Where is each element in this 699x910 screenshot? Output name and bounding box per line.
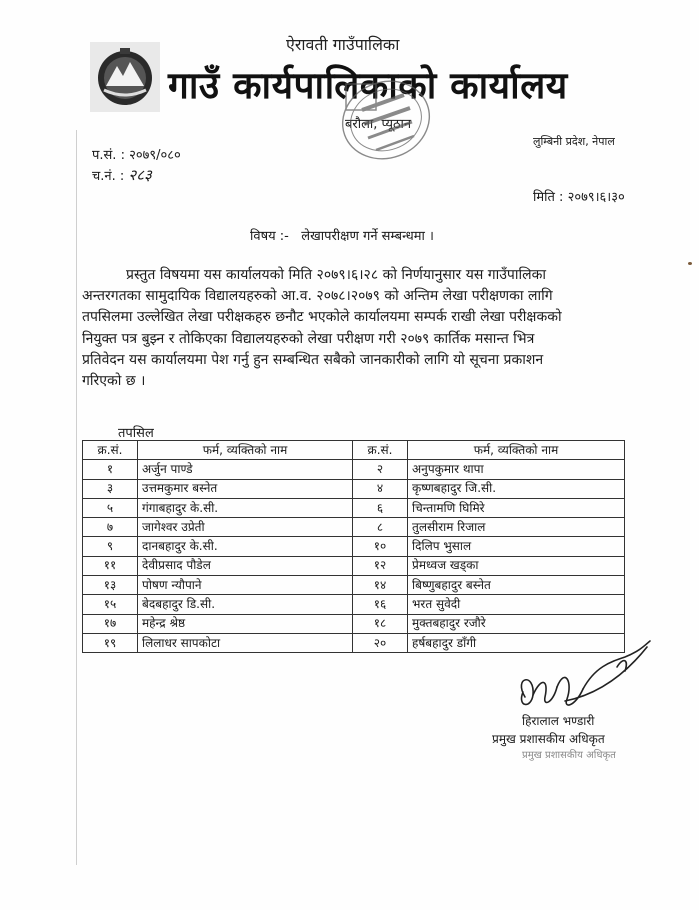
table-row — [83, 518, 625, 537]
column-header-serial: क्र.सं. — [83, 441, 138, 460]
office-address: बरौला, प्यूठान — [345, 117, 412, 132]
serial-cell: ११ — [83, 556, 138, 575]
serial-cell: ५ — [83, 498, 138, 517]
name-cell: पोषण न्यौपाने — [138, 576, 353, 595]
table-row — [83, 479, 625, 498]
column-header-serial: क्र.सं. — [353, 441, 408, 460]
name-cell: दानबहादुर के.सी. — [138, 537, 353, 556]
serial-cell: २० — [353, 633, 408, 652]
serial-cell: ७ — [83, 518, 138, 537]
signatory-name: हिरालाल भण्डारी — [522, 714, 595, 728]
serial-cell: २ — [353, 460, 408, 479]
serial-cell: ३ — [83, 479, 138, 498]
office-title: गाउँ कार्यपालिकाको कार्यालय — [168, 64, 568, 107]
table-body — [83, 460, 625, 653]
serial-cell: १८ — [353, 614, 408, 633]
table-row — [83, 576, 625, 595]
serial-cell: १७ — [83, 614, 138, 633]
table-row — [83, 614, 625, 633]
serial-cell: १२ — [353, 556, 408, 575]
name-cell: अर्जुन पाण्डे — [138, 460, 353, 479]
column-header-name: फर्म, व्यक्तिको नाम — [408, 441, 625, 460]
table-row — [83, 556, 625, 575]
province-address: लुम्बिनी प्रदेश, नेपाल — [533, 135, 615, 148]
serial-cell: १४ — [353, 576, 408, 595]
table-row — [83, 498, 625, 517]
letter-date — [533, 187, 625, 205]
serial-cell: १६ — [353, 595, 408, 614]
handwritten-signature — [505, 637, 655, 717]
government-emblem-logo — [90, 42, 160, 112]
dispatch-number-value: २८३ — [128, 166, 152, 184]
reference-number-label: प.सं. : — [92, 148, 125, 163]
serial-cell: १५ — [83, 595, 138, 614]
name-cell: भरत सुवेदी — [408, 595, 625, 614]
name-cell: जागेश्वर उप्रेती — [138, 518, 353, 537]
serial-cell: ६ — [353, 498, 408, 517]
subject-label: विषय :- — [250, 229, 289, 244]
body-line: तपसिलमा उल्लेखित लेखा परीक्षकहरु छनौट भएकोले कार्यालयमा सम्पर्क राखी लेखा परीक्षकको — [82, 309, 562, 326]
serial-cell: १९ — [83, 633, 138, 652]
official-seal-stamp — [328, 70, 443, 185]
body-line: गरिएको छ । — [82, 373, 146, 390]
page-margin-line — [76, 130, 77, 865]
designation-stamp: प्रमुख प्रशासकीय अधिकृत — [522, 750, 616, 761]
table-row — [83, 595, 625, 614]
dispatch-number-label: च.नं. : — [92, 169, 125, 184]
body-line: नियुक्त पत्र बुझ्न र तोकिएका विद्यालयहरुको लेखा परीक्षण गरी २०७९ कार्तिक मसान्त भित्र — [82, 330, 535, 347]
name-cell: दिलिप भुसाल — [408, 537, 625, 556]
name-cell: हर्षबहादुर डाँगी — [408, 633, 625, 652]
name-cell: बेदबहादुर डि.सी. — [138, 595, 353, 614]
date-label: मिति : — [533, 190, 564, 205]
serial-cell: ९ — [83, 537, 138, 556]
date-value: २०७९।६।३० — [567, 190, 625, 205]
serial-cell: १ — [83, 460, 138, 479]
schedule-label: तपसिल — [118, 426, 154, 441]
name-cell: उत्तमकुमार बस्नेत — [138, 479, 353, 498]
table-header-row — [83, 441, 625, 460]
dispatch-number — [92, 165, 152, 185]
name-cell: लिलाधर सापकोटा — [138, 633, 353, 652]
auditor-list-table — [82, 440, 625, 653]
table-row — [83, 460, 625, 479]
body-line: प्रस्तुत विषयमा यस कार्यालयको मिति २०७९।६।२८ को निर्णयानुसार यस गाउँपालिका — [126, 267, 546, 283]
body-line: प्रतिवेदन यस कार्यालयमा पेश गर्नु हुन सम्बन्धित सबैको जानकारीको लागि यो सूचना प्रकाशन — [82, 351, 544, 368]
serial-cell: १३ — [83, 576, 138, 595]
name-cell: प्रेमध्वज खड्का — [408, 556, 625, 575]
name-cell: देवीप्रसाद पौडेल — [138, 556, 353, 575]
signatory-title: प्रमुख प्रशासकीय अधिकृत — [492, 732, 605, 746]
name-cell: तुलसीराम रिजाल — [408, 518, 625, 537]
serial-cell: १० — [353, 537, 408, 556]
body-paragraph — [82, 265, 648, 392]
table-row — [83, 537, 625, 556]
serial-cell: ४ — [353, 479, 408, 498]
reference-number-value: २०७९/०८० — [129, 148, 181, 163]
name-cell: अनुपकुमार थापा — [408, 460, 625, 479]
name-cell: चिन्तामणि घिमिरे — [408, 498, 625, 517]
serial-cell: ८ — [353, 518, 408, 537]
name-cell: गंगाबहादुर के.सी. — [138, 498, 353, 517]
column-header-name: फर्म, व्यक्तिको नाम — [138, 441, 353, 460]
subject-line — [250, 226, 434, 244]
body-line: अन्तरगतका सामुदायिक विद्यालयहरुको आ.व. २०७८।२०७९ को अन्तिम लेखा परीक्षणका लागि — [82, 288, 553, 305]
ink-speck — [688, 262, 692, 265]
reference-number — [92, 145, 181, 163]
subject-text: लेखापरीक्षण गर्ने सम्बन्धमा । — [301, 229, 434, 244]
name-cell: मुक्तबहादुर रजौरे — [408, 614, 625, 633]
name-cell: महेन्द्र श्रेष्ठ — [138, 614, 353, 633]
name-cell: कृष्णबहादुर जि.सी. — [408, 479, 625, 498]
municipality-name: ऐरावती गाउँपालिका — [286, 35, 400, 54]
name-cell: बिष्णुबहादुर बस्नेत — [408, 576, 625, 595]
